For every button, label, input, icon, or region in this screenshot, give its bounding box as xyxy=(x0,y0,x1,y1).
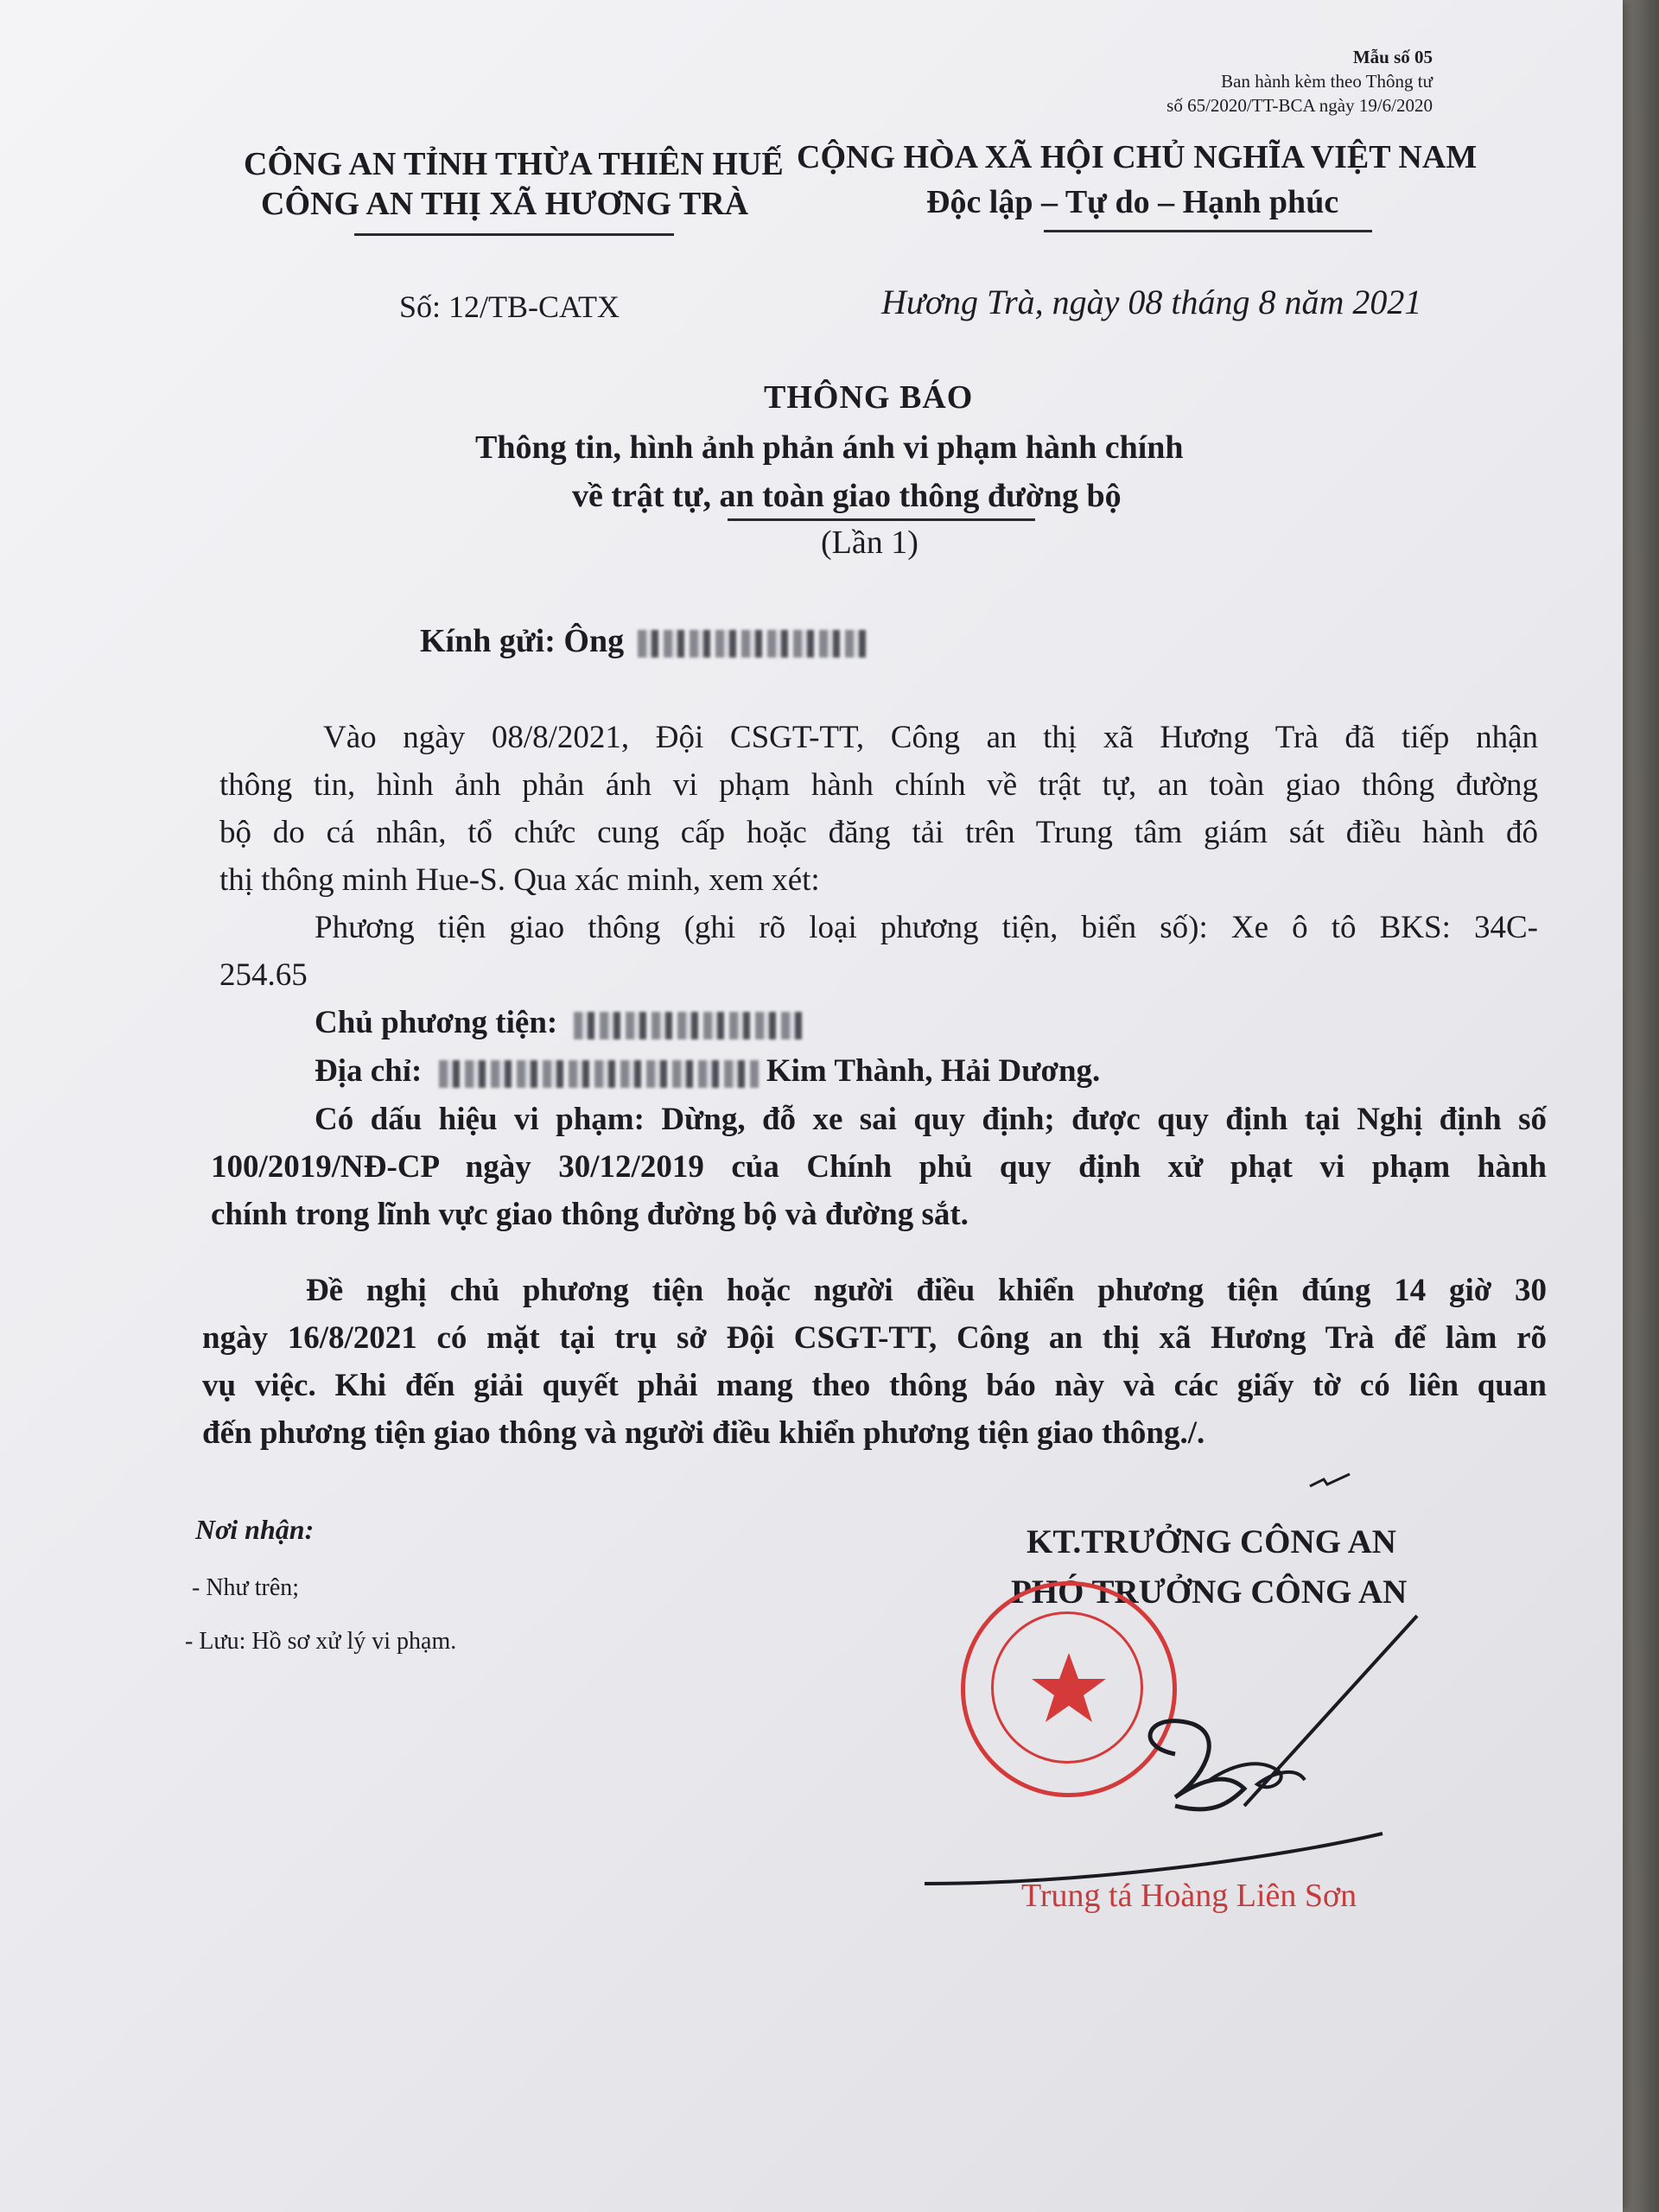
document-number: Số: 12/TB-CATX xyxy=(399,289,620,324)
recipient xyxy=(420,622,871,660)
form-number: Mẫu số 05 xyxy=(1352,47,1433,67)
request-line-2: ngày 16/8/2021 có mặt tại trụ sở Đội CSGT-TT, Công an thị xã Hương Trà để làm rõ xyxy=(202,1320,1547,1356)
violation-line-1: Có dấu hiệu vi phạm: Dừng, đỗ xe sai quy định; được quy định tại Nghị định số xyxy=(315,1102,1547,1137)
vehicle-line-2: 254.65 xyxy=(219,957,308,993)
address-tail: Kim Thành, Hải Dương. xyxy=(766,1053,1101,1089)
request-line-1: Đề nghị chủ phương tiện hoặc người điều khiển phương tiện đúng 14 giờ 30 xyxy=(306,1273,1547,1308)
agency-underline xyxy=(354,233,674,236)
owner-row xyxy=(315,999,807,1046)
paragraph-request xyxy=(202,1267,1547,1457)
place-date: Hương Trà, ngày 08 tháng 8 năm 2021 xyxy=(881,283,1422,321)
agency-parent: CÔNG AN TỈNH THỪA THIÊN HUẾ xyxy=(244,146,784,182)
violation-line-2: 100/2019/NĐ-CP ngày 30/12/2019 của Chính phủ quy định xử phạt vi phạm hành xyxy=(211,1149,1547,1185)
redacted-owner xyxy=(574,1012,807,1039)
nation-name: CỘNG HÒA XÃ HỘI CHỦ NGHĨA VIỆT NAM xyxy=(797,139,1478,175)
recipient-label: Kính gửi: Ông xyxy=(420,623,625,659)
form-note xyxy=(1166,45,1433,118)
title-line-3: (Lần 1) xyxy=(821,524,918,561)
request-line-3: vụ việc. Khi đến giải quyết phải mang theo thông báo này và các giấy tờ có liên quan xyxy=(202,1368,1547,1403)
vehicle-line-1: Phương tiện giao thông (ghi rõ loại phương tiện, biển số): Xe ô tô BKS: 34C- xyxy=(315,910,1538,945)
recipients-item-2: - Lưu: Hồ sơ xử lý vi phạm. xyxy=(185,1628,457,1655)
agency-name: CÔNG AN THỊ XÃ HƯƠNG TRÀ xyxy=(261,186,749,222)
paragraph-intro xyxy=(219,714,1538,999)
signer-name: Trung tá Hoàng Liên Sơn xyxy=(1021,1878,1357,1914)
recipients-label: Nơi nhận: xyxy=(195,1514,315,1545)
intro-line-4: thị thông minh Hue-S. Qua xác minh, xem xét: xyxy=(219,862,820,898)
form-issued-with: Ban hành kèm theo Thông tư xyxy=(1221,71,1433,92)
intro-line-1: Vào ngày 08/8/2021, Đội CSGT-TT, Công an thị xã Hương Trà đã tiếp nhận xyxy=(323,720,1538,755)
motto-underline xyxy=(1044,230,1372,232)
signature-title-2: PHÓ TRƯỞNG CÔNG AN xyxy=(1011,1573,1408,1611)
request-line-4: đến phương tiện giao thông và người điều khiển phương tiện giao thông./. xyxy=(202,1415,1205,1451)
title-underline xyxy=(728,518,1035,521)
owner-label: Chủ phương tiện: xyxy=(315,1005,558,1040)
redacted-address xyxy=(439,1060,759,1088)
signature-title-1: KT.TRƯỞNG CÔNG AN xyxy=(1027,1523,1396,1560)
redacted-name xyxy=(638,630,871,658)
recipients-item-1: - Như trên; xyxy=(192,1574,300,1601)
address-row xyxy=(315,1047,1100,1095)
handwritten-signature xyxy=(916,1607,1434,1918)
intro-line-3: bộ do cá nhân, tổ chức cung cấp hoặc đăng tải trên Trung tâm giám sát điều hành đô xyxy=(219,815,1538,850)
intro-line-2: thông tin, hình ảnh phản ánh vi phạm hành chính về trật tự, an toàn giao thông đường xyxy=(219,767,1538,803)
title-line-1: Thông tin, hình ảnh phản ánh vi phạm hành chính xyxy=(475,429,1184,466)
form-circular: số 65/2020/TT-BCA ngày 19/6/2020 xyxy=(1166,95,1433,116)
violation-line-3: chính trong lĩnh vực giao thông đường bộ và đường sắt. xyxy=(211,1197,969,1232)
national-motto: Độc lập – Tự do – Hạnh phúc xyxy=(926,184,1339,220)
document-title: THÔNG BÁO xyxy=(764,379,974,416)
paragraph-violation xyxy=(211,1096,1547,1238)
title-line-2: về trật tự, an toàn giao thông đường bộ xyxy=(572,478,1122,514)
address-label: Địa chỉ: xyxy=(315,1053,423,1089)
checkmark-icon xyxy=(1306,1469,1358,1495)
